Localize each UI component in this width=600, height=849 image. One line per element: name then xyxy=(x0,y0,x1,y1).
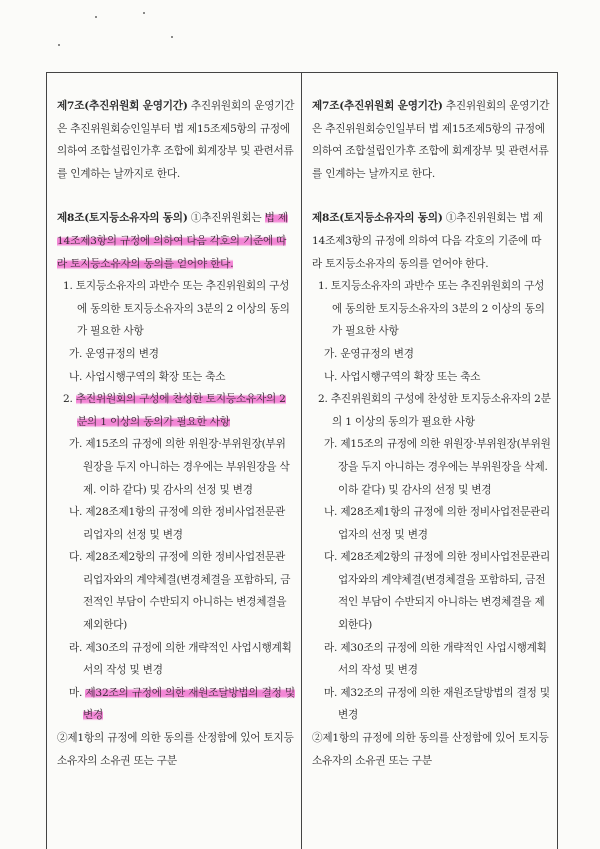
list-subitem: 나. 사업시행구역의 확장 또는 축소 xyxy=(69,370,226,383)
list-item-1: 1. 토지등소유자의 과반수 또는 추진위원회의 구성에 동의한 토지등소유자의 3분의 2 이상의 동의가 필요한 사항 xyxy=(63,280,290,338)
article-8-intro: 제8조(토지등소유자의 동의) ①추진위원회는 법 제14조제3항의 규정에 의하여 다음 각호의 기준에 따라 토지등소유자의 동의를 얻어야 한다. xyxy=(57,212,288,270)
list-subitem: 다. 제28조제2항의 규정에 의한 정비사업전문관리업자와의 계약체결(변경체결을 포함하되, 금전적인 부담이 수반되지 아니하는 변경체결을 제외한다) xyxy=(69,551,291,632)
paragraph-2: ②제1항의 규정에 의한 동의를 산정함에 있어 토지등소유자의 소유권 또는 구분 xyxy=(57,732,294,767)
comparison-table xyxy=(46,72,558,849)
article-7-title: 제7조(추진위원회 운영기간) xyxy=(57,100,188,112)
list-item-2: 2. 추진위원회의 구성에 찬성한 토지등소유자의 2분의 1 이상의 동의가 필요한 사항 xyxy=(63,393,286,428)
list-item-1: 1. 토지등소유자의 과반수 또는 추진위원회의 구성에 동의한 토지등소유자의 3분의 2 이상의 동의가 필요한 사항 xyxy=(318,280,545,338)
article-8-title: 제8조(토지등소유자의 동의) xyxy=(57,212,188,225)
article-7 xyxy=(312,95,551,185)
article-7-title: 제7조(추진위원회 운영기간) xyxy=(312,100,443,112)
scan-specks xyxy=(0,0,600,70)
right-column xyxy=(302,73,557,849)
list-subitem: 나. 사업시행구역의 확장 또는 축소 xyxy=(324,370,481,383)
article-8-title: 제8조(토지등소유자의 동의) xyxy=(312,212,443,225)
list-subitem: 라. 제30조의 규정에 의한 개략적인 사업시행계획서의 작성 및 변경 xyxy=(324,641,547,677)
article-8-intro: 제8조(토지등소유자의 동의) ①추진위원회는 법 제14조제3항의 규정에 의하여 다음 각호의 기준에 따라 토지등소유자의 동의를 얻어야 한다. xyxy=(312,212,543,270)
list-subitem: 가. 운영규정의 변경 xyxy=(69,347,159,360)
list-subitem: 다. 제28조제2항의 규정에 의한 정비사업전문관리업자와의 계약체결(변경체결을 포함하되, 금전적인 부담이 수반되지 아니하는 변경체결을 제외한다) xyxy=(324,551,551,632)
article-7-body: 추진위원회의 운영기간은 추진위원회승인일부터 법 제15조제5항의 규정에 의하여 조합설립인가후 조합에 회계장부 및 관련서류를 인계하는 날까지로 한다. xyxy=(312,100,550,180)
list-subitem: 가. 운영규정의 변경 xyxy=(324,347,414,360)
highlighted-text: 추진위원회의 구성에 찬성한 토지등소유자의 2분의 1 이상의 동의가 필요한 사항 xyxy=(75,393,286,428)
paragraph-2: ②제1항의 규정에 의한 동의를 산정함에 있어 토지등소유자의 소유권 또는 구분 xyxy=(312,732,549,767)
list-item-2: 2. 추진위원회의 구성에 찬성한 토지등소유자의 2분의 1 이상의 동의가 필요한 사항 xyxy=(318,393,551,428)
highlighted-text: 제32조의 규정에 의한 재원조달방법의 결정 및 변경 xyxy=(83,686,295,722)
left-column xyxy=(47,73,302,849)
list-subitem: 마. 제32조의 규정에 의한 재원조달방법의 결정 및 변경 xyxy=(324,686,550,722)
list-subitem: 가. 제15조의 규정에 의한 위원장·부위원장(부위원장을 두지 아니하는 경우에는 부위원장을 삭제. 이하 같다) 및 감사의 선정 및 변경 xyxy=(69,438,290,496)
highlighted-text: 법 제14조제3항의 규정에 의하여 다음 각호의 기준에 따라 토지등소유자의 동의를 얻어야 한다. xyxy=(57,212,288,270)
list-subitem: 라. 제30조의 규정에 의한 개략적인 사업시행계획서의 작성 및 변경 xyxy=(69,641,292,677)
list-subitem: 나. 제28조제1항의 규정에 의한 정비사업전문관리업자의 선정 및 변경 xyxy=(69,506,286,541)
article-7-body: 추진위원회의 운영기간은 추진위원회승인일부터 법 제15조제5항의 규정에 의하여 조합설립인가후 조합에 회계장부 및 관련서류를 인계하는 날까지로 한다. xyxy=(57,100,295,180)
list-subitem: 나. 제28조제1항의 규정에 의한 정비사업전문관리업자의 선정 및 변경 xyxy=(324,506,551,541)
list-subitem: 가. 제15조의 규정에 의한 위원장·부위원장(부위원장을 두지 아니하는 경우에는 부위원장을 삭제. 이하 같다) 및 감사의 선정 및 변경 xyxy=(324,438,551,496)
list-subitem: 마. 제32조의 규정에 의한 재원조달방법의 결정 및 변경 xyxy=(69,686,295,722)
article-7 xyxy=(57,95,295,185)
